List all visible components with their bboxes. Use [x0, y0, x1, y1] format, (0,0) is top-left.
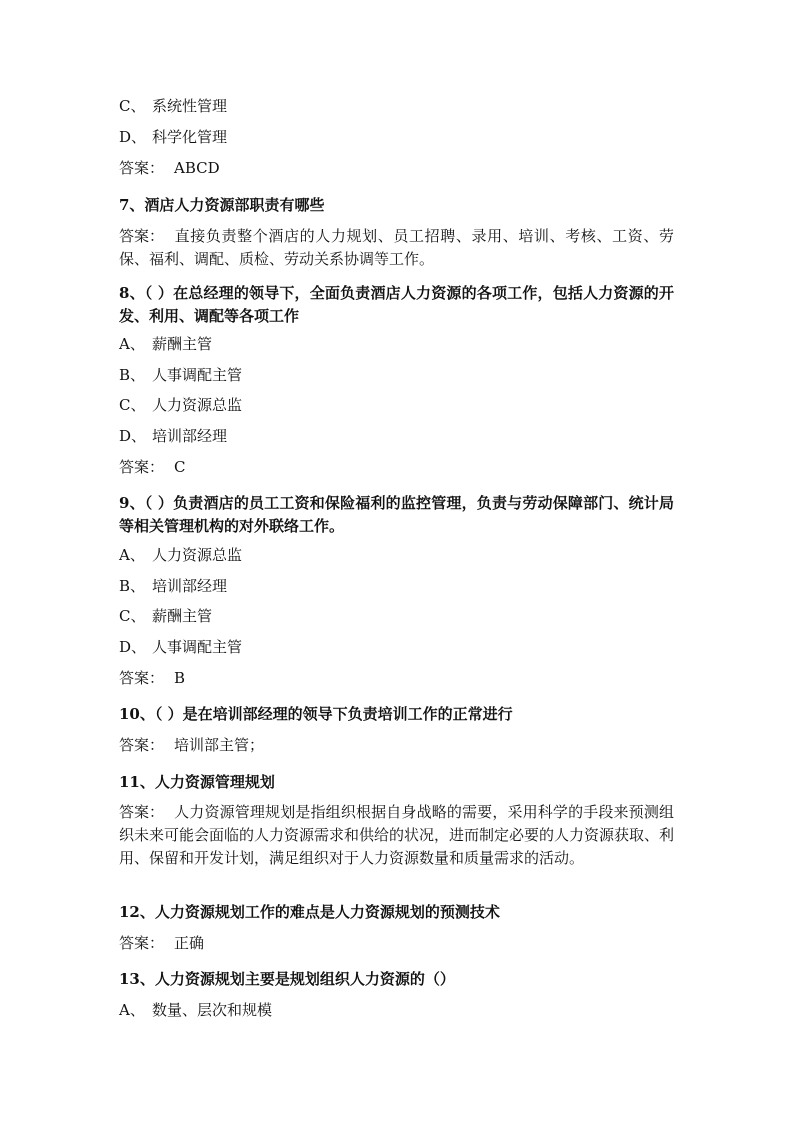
question-9: 9、（ ）负责酒店的员工工资和保险福利的监控管理，负责与劳动保障部门、统计局等相关管理机构的对外联络工作。 — [119, 494, 674, 535]
option-letter: B、 — [119, 366, 146, 384]
answer-text: ABCD — [174, 159, 220, 177]
option-letter: D、 — [119, 427, 147, 445]
answer — [119, 157, 220, 179]
option-text: 薪酬主管 — [152, 335, 213, 353]
option-letter: A、 — [119, 1001, 145, 1019]
option-text: 培训部经理 — [152, 427, 228, 445]
option-a — [119, 999, 272, 1021]
answer-text: 正确 — [174, 934, 205, 952]
answer-text: 培训部主管； — [174, 736, 265, 754]
answer-label: 答案： — [119, 159, 165, 177]
option-letter: A、 — [119, 335, 145, 353]
question-7: 7、酒店人力资源部职责有哪些 — [119, 196, 325, 214]
option-c — [119, 605, 212, 627]
question-8: 8、（ ）在总经理的领导下，全面负责酒店人力资源的各项工作，包括人力资源的开发、利用、调配等各项工作 — [119, 284, 674, 325]
answer-text: 直接负责整个酒店的人力规划、员工招聘、录用、培训、考核、工资、劳保、福利、调配、质检、劳动关系协调等工作。 — [119, 227, 674, 268]
option-b — [119, 364, 242, 386]
option-text: 人力资源总监 — [152, 546, 243, 564]
option-text: 薪酬主管 — [152, 607, 213, 625]
option-d — [119, 425, 227, 447]
option-d — [119, 636, 242, 658]
option-text: 人事调配主管 — [152, 366, 243, 384]
option-text: 科学化管理 — [152, 128, 228, 146]
answer-label: 答案： — [119, 736, 165, 754]
answer-text: C — [174, 458, 186, 476]
option-d — [119, 126, 227, 148]
answer-label: 答案： — [119, 803, 165, 821]
question-11: 11、人力资源管理规划 — [119, 773, 275, 791]
answer-7 — [119, 225, 674, 271]
option-text: 系统性管理 — [152, 97, 228, 115]
option-c — [119, 95, 227, 117]
answer-label: 答案： — [119, 669, 165, 687]
answer — [119, 932, 204, 954]
option-c — [119, 394, 242, 416]
option-letter: D、 — [119, 638, 147, 656]
option-a — [119, 333, 212, 355]
answer-label: 答案： — [119, 934, 165, 952]
option-letter: D、 — [119, 128, 147, 146]
option-b — [119, 575, 227, 597]
answer-text: 人力资源管理规划是指组织根据自身战略的需要，采用科学的手段来预测组织未来可能会面临的人力资源需求和供给的状况，进而制定必要的人力资源获取、利用、保留和开发计划，满足组织对于人力资源数量和质量需求的活动。 — [119, 803, 675, 867]
question-13: 13、人力资源规划主要是规划组织人力资源的（） — [119, 970, 455, 988]
answer-label: 答案： — [119, 458, 165, 476]
answer-11 — [119, 801, 674, 870]
option-letter: C、 — [119, 607, 146, 625]
question-10: 10、（ ）是在培训部经理的领导下负责培训工作的正常进行 — [119, 705, 513, 723]
option-text: 培训部经理 — [152, 577, 228, 595]
option-letter: C、 — [119, 396, 146, 414]
option-text: 数量、层次和规模 — [152, 1001, 273, 1019]
answer — [119, 667, 185, 689]
option-letter: C、 — [119, 97, 146, 115]
answer — [119, 734, 264, 756]
option-a — [119, 544, 242, 566]
option-text: 人力资源总监 — [152, 396, 243, 414]
answer-text: B — [174, 669, 186, 687]
option-letter: A、 — [119, 546, 145, 564]
option-text: 人事调配主管 — [152, 638, 243, 656]
option-letter: B、 — [119, 577, 146, 595]
answer — [119, 456, 185, 478]
question-12: 12、人力资源规划工作的难点是人力资源规划的预测技术 — [119, 903, 500, 921]
answer-label: 答案： — [119, 227, 165, 245]
